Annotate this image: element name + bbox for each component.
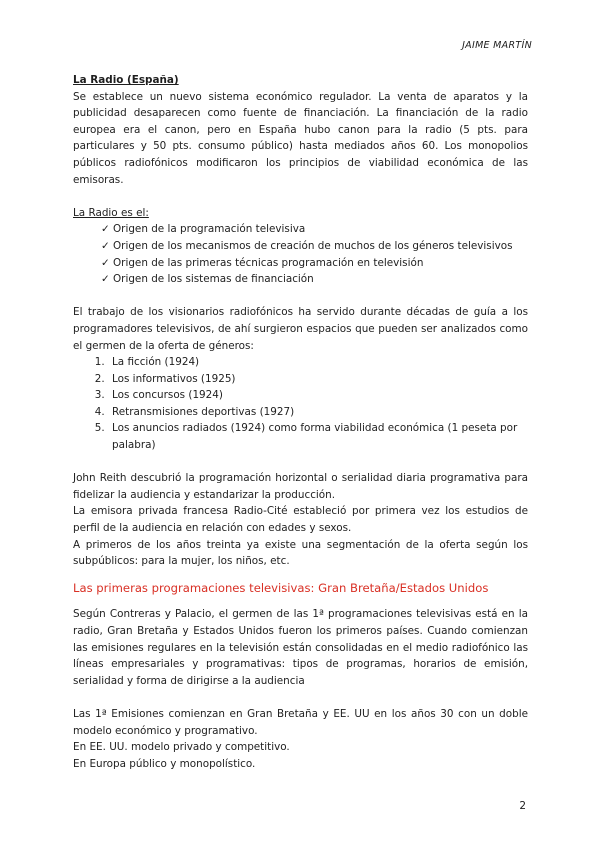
list-item <box>101 221 528 238</box>
list-item: 3. Los concursos (1924) <box>108 387 528 404</box>
checkmark-icon: ✓ <box>101 256 110 269</box>
checkmark-icon: ✓ <box>101 273 110 286</box>
checkmark-icon: ✓ <box>101 223 110 236</box>
list-item <box>101 271 528 288</box>
list-item-text: Origen de los mecanismos de creación de muchos de los géneros televisivos <box>113 239 513 252</box>
list-item: 5. Los anuncios radiados (1924) como forma viabilidad económica (1 peseta por palabra) <box>108 420 528 453</box>
list-item: 4. Retransmisiones deportivas (1927) <box>108 404 528 421</box>
checkmark-icon: ✓ <box>101 239 110 252</box>
numbered-list <box>73 354 528 454</box>
paragraph-contreras-palacio: Según Contreras y Palacio, el germen de las 1ª programaciones televisivas está en la radio, Gran Bretaña y Estados Unidos fueron los primeros países. Cuando comienzan las emisiones regulares en la televisión están consolidadas en el medio radiofónico las líneas empresariales y programativas: tipos de programas, horarios de emisión, serialidad y forma de dirigirse a la audiencia <box>73 608 528 687</box>
paragraph-financiacion: Se establece un nuevo sistema económico regulador. La venta de aparatos y la publicidad desaparecen como fuente de financiación. La financiación de la radio europea era el canon, pero en España hubo canon para la radio (5 pts. para particulares y 50 pts. consumo público) hasta mediados años 60. Los monopolios públicos radiofónicos modificaron los principios de viabilidad económica de las emisoras. <box>73 90 528 186</box>
list-item: 2. Los informativos (1925) <box>108 371 528 388</box>
paragraph-radio-cite: La emisora privada francesa Radio-Cité estableció por primera vez los estudios de perfil de la audiencia en relación con edades y sexos. <box>73 505 528 535</box>
paragraph-visionarios: El trabajo de los visionarios radiofónicos ha servido durante décadas de guía a los programadores televisivos, de ahí surgieron espacios que pueden ser analizados como el germen de la oferta de géneros: <box>73 306 528 352</box>
paragraph-segmentacion: A primeros de los años treinta ya existe una segmentación de la oferta según los subpúblicos: para la mujer, los niños, etc. <box>73 538 528 568</box>
list-item <box>101 238 528 255</box>
section-heading-primeras-programaciones: Las primeras programaciones televisivas: Gran Bretaña/Estados Unidos <box>73 580 489 595</box>
line-europa-modelo: En Europa público y monopolístico. <box>73 757 256 770</box>
checklist <box>73 221 528 287</box>
list-item-text: Origen de la programación televisiva <box>113 223 306 236</box>
line-eeuu-modelo: En EE. UU. modelo privado y competitivo. <box>73 741 290 754</box>
section-title-radio-espana: La Radio (España) <box>73 74 179 86</box>
paragraph-primeras-emisiones: Las 1ª Emisiones comienzan en Gran Bretaña y EE. UU en los años 30 con un doble modelo económico y programativo. <box>73 707 528 737</box>
list-item-text: Origen de las primeras técnicas programación en televisión <box>113 256 424 269</box>
list-item <box>101 255 528 272</box>
author-header: JAIME MARTÍN <box>462 40 532 51</box>
list-item: 1. La ficción (1924) <box>108 354 528 371</box>
subtitle-la-radio-es: La Radio es el: <box>73 206 149 219</box>
paragraph-reith: John Reith descubrió la programación horizontal o serialidad diaria programativa para fidelizar la audiencia y estandarizar la producción. <box>73 472 528 501</box>
page-number: 2 <box>519 800 526 812</box>
page-content <box>73 72 528 772</box>
list-item-text: Origen de los sistemas de financiación <box>113 273 314 286</box>
